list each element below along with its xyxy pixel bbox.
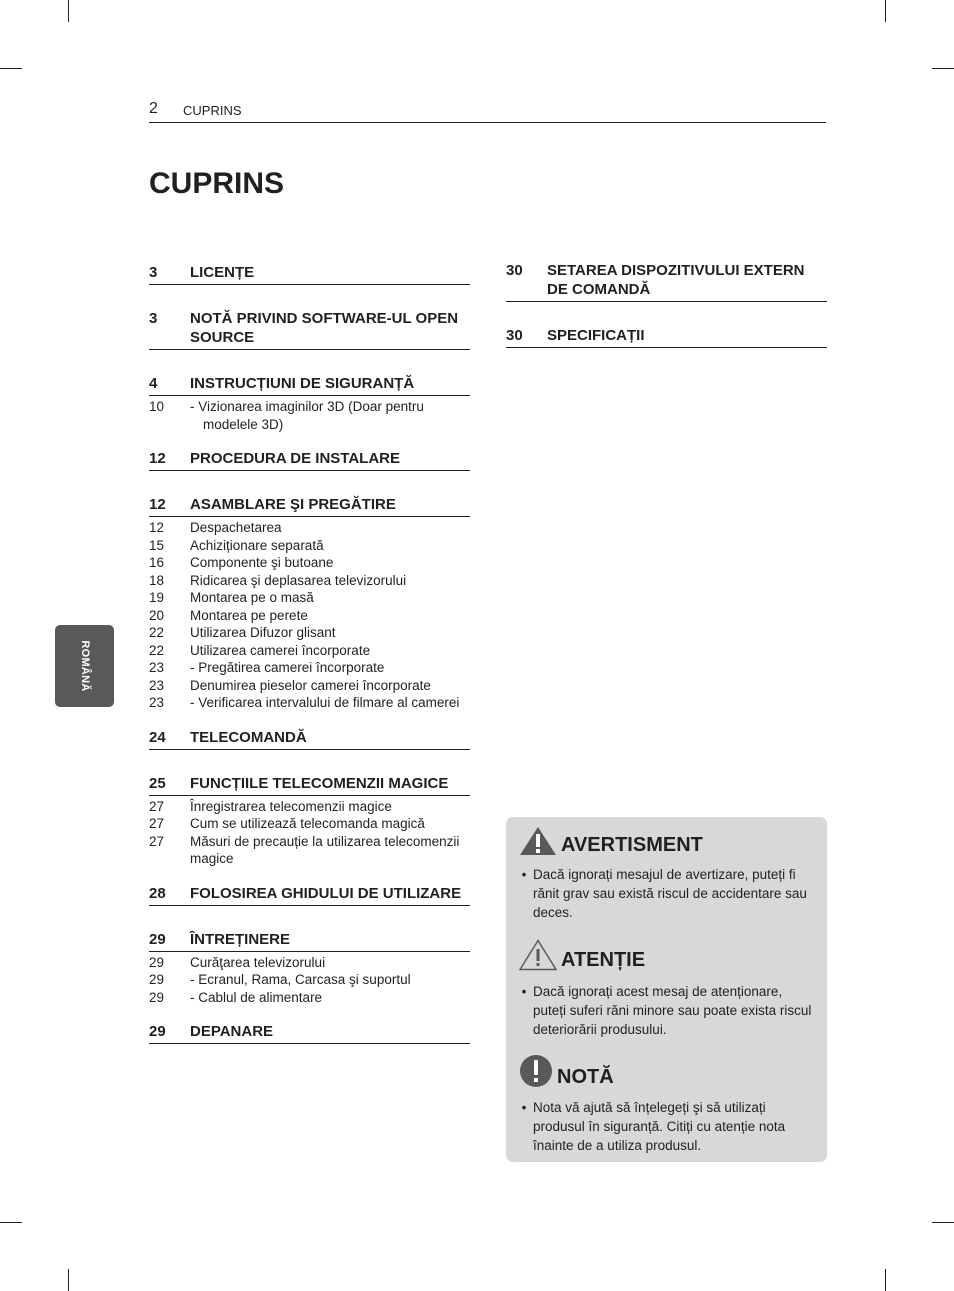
language-tab	[55, 625, 114, 707]
toc-subentry-title	[190, 589, 470, 607]
toc-section	[149, 728, 470, 750]
toc-section-title: SPECIFICAȚII	[547, 327, 645, 344]
page-number: 2	[149, 100, 158, 117]
caution-text: • Dacă ignorați acest mesaj de atenționare, puteți suferi răni minore sau poate exista riscul deteriorării produsului.	[521, 984, 812, 1037]
toc-subentry[interactable]	[149, 798, 470, 816]
toc-section-title: FOLOSIREA GHIDULUI DE UTILIZARE	[190, 884, 462, 902]
toc-page-number: 3	[149, 264, 158, 281]
toc-subentry-text: Ecranul, Rama, Carcasa şi suportul	[198, 972, 411, 987]
crop-mark	[932, 1222, 954, 1223]
warning-text: • Dacă ignorați mesajul de avertizare, puteți fi rănit grav sau există riscul de accidentare sau deces.	[521, 867, 807, 920]
toc-section	[149, 449, 470, 471]
toc-section-heading[interactable]	[149, 1022, 470, 1044]
caution-heading	[519, 939, 645, 971]
toc-subentry[interactable]	[149, 607, 470, 625]
toc-section	[149, 930, 470, 1007]
toc-subentry-page: 27	[149, 833, 165, 849]
toc-section-heading[interactable]	[149, 495, 470, 517]
toc-page-number: 30	[506, 262, 523, 279]
toc-subentry-text: Montarea pe perete	[190, 607, 308, 623]
crop-mark	[885, 0, 886, 22]
toc-subentry[interactable]	[149, 954, 470, 972]
toc-subentry-title: - Verificarea intervalului de filmare al camerei	[190, 695, 460, 710]
toc-subentry[interactable]	[149, 694, 470, 712]
toc-subentry-text: Cablul de alimentare	[198, 989, 323, 1005]
toc-subentry-text: Montarea pe o masă	[190, 590, 314, 605]
toc-page-number: 3	[149, 310, 158, 327]
toc-subentry[interactable]	[149, 815, 470, 833]
toc-subentry-text: Verificarea intervalului de filmare al camerei	[198, 695, 460, 710]
toc-section-heading[interactable]	[149, 728, 470, 750]
toc-subentry[interactable]	[149, 659, 470, 677]
toc-subentry-page: 29	[149, 954, 165, 970]
toc-subentry-page: 29	[149, 972, 165, 987]
toc-subentry[interactable]	[149, 589, 470, 607]
note-exclamation-icon	[519, 1054, 553, 1088]
toc-subentry-title	[190, 815, 470, 833]
toc-subentry-text: Măsuri de precauție la utilizarea telecomenzii magice	[190, 833, 460, 866]
toc-section-heading[interactable]	[149, 309, 470, 350]
toc-subentry-title	[190, 798, 470, 816]
toc-subentry-title	[190, 607, 470, 625]
warning-heading	[519, 826, 703, 856]
toc-subentry[interactable]	[149, 519, 470, 537]
caution-triangle-icon	[519, 939, 557, 971]
crop-mark	[885, 1269, 886, 1291]
toc-section-title: FUNCȚIILE TELECOMENZII MAGICE	[190, 774, 449, 792]
toc-subentry-page: 12	[149, 520, 165, 535]
toc-subentry-page: 27	[149, 798, 165, 814]
toc-subentry-title	[190, 677, 470, 695]
toc-subentry-page: 18	[149, 572, 165, 588]
toc-section-heading[interactable]	[149, 884, 470, 906]
toc-subentry[interactable]	[149, 642, 470, 660]
toc-section-heading[interactable]	[149, 449, 470, 471]
toc-subentry-page: 29	[149, 989, 165, 1005]
toc-subentry[interactable]	[149, 989, 470, 1007]
language-tab-label: ROMÂNĂ	[79, 640, 91, 692]
toc-section	[506, 261, 827, 302]
running-header	[149, 100, 826, 123]
toc-section-heading[interactable]	[506, 261, 827, 302]
toc-subentry-title	[190, 519, 470, 537]
toc-section	[149, 884, 470, 906]
toc-subentry-page: 19	[149, 590, 165, 605]
crop-mark	[68, 0, 69, 22]
toc-subentry[interactable]	[149, 554, 470, 572]
toc-subentry-text: Ridicarea şi deplasarea televizorului	[190, 572, 407, 588]
toc-subentries	[149, 796, 470, 868]
toc-subentry[interactable]	[149, 624, 470, 642]
toc-section	[149, 263, 470, 285]
toc-subentry-text: Vizionarea imaginilor 3D (Doar pentru modelele 3D)	[198, 399, 424, 432]
toc-subentry-title	[190, 833, 470, 868]
toc-subentry-text: Înregistrarea telecomenzii magice	[190, 798, 392, 814]
toc-section-title: SETAREA DISPOZITIVULUI EXTERN DE COMANDĂ	[547, 262, 805, 298]
toc-section-heading[interactable]	[149, 774, 470, 796]
toc-section	[149, 774, 470, 868]
crop-mark	[68, 1269, 69, 1291]
toc-section	[149, 309, 470, 350]
toc-subentry[interactable]	[149, 677, 470, 695]
toc-page-number: 29	[149, 930, 166, 948]
toc-subentry-page: 10	[149, 399, 165, 414]
toc-subentry-title: - Cablul de alimentare	[190, 989, 323, 1005]
toc-subentry-text: Utilizarea camerei încorporate	[190, 642, 371, 658]
toc-page-number: 4	[149, 375, 158, 392]
toc-subentry-page: 23	[149, 695, 165, 710]
toc-subentry-title: - Vizionarea imaginilor 3D (Doar pentru modelele 3D)	[190, 399, 424, 432]
toc-subentry-page: 23	[149, 660, 165, 675]
toc-subentry-title: - Pregătirea camerei încorporate	[190, 660, 385, 675]
toc-subentry-title	[190, 537, 470, 555]
toc-section-heading[interactable]	[149, 930, 470, 952]
caution-label: ATENȚIE	[561, 949, 646, 971]
toc-section	[149, 374, 470, 433]
toc-subentry-title	[190, 572, 470, 590]
toc-section-title: TELECOMANDĂ	[190, 728, 307, 746]
toc-page-number: 29	[149, 1023, 166, 1040]
toc-subentry-page: 27	[149, 816, 165, 831]
toc-subentry-text: Cum se utilizează telecomanda magică	[190, 816, 425, 831]
toc-subentry-title	[190, 954, 470, 972]
header-section-title: CUPRINS	[183, 103, 242, 118]
toc-subentry-text: Despachetarea	[190, 520, 282, 535]
toc-section-title: INSTRUCȚIUNI DE SIGURANȚĂ	[190, 375, 415, 392]
toc-subentry-text: Pregătirea camerei încorporate	[198, 660, 385, 675]
toc-subentries	[149, 517, 470, 712]
toc-page-number: 30	[506, 327, 523, 344]
crop-mark	[0, 68, 22, 69]
toc-section-heading[interactable]	[149, 263, 470, 285]
toc-section	[506, 326, 827, 348]
toc-subentry[interactable]	[149, 537, 470, 555]
toc-page-number: 25	[149, 774, 166, 792]
warning-label: AVERTISMENT	[561, 834, 703, 856]
toc-subentry-title	[190, 642, 470, 660]
toc-subentry-text: Utilizarea Difuzor glisant	[190, 625, 336, 640]
toc-section-title: LICENȚE	[190, 264, 255, 281]
toc-section-title: ÎNTREȚINERE	[190, 930, 291, 948]
toc-subentries	[149, 952, 470, 1007]
toc-subentry-text: Denumirea pieselor camerei încorporate	[190, 677, 431, 693]
toc-subentry[interactable]	[149, 572, 470, 590]
toc-section-title: ASAMBLARE ŞI PREGĂTIRE	[190, 496, 396, 513]
toc-section-title: NOTĂ PRIVIND SOFTWARE-UL OPEN SOURCE	[190, 310, 459, 346]
toc-subentry-page: 23	[149, 677, 165, 693]
page-title: CUPRINS	[149, 167, 285, 200]
toc-section-heading[interactable]	[149, 374, 470, 396]
toc-left-column	[149, 263, 470, 1068]
notes-box	[506, 817, 827, 1162]
toc-subentry-page: 16	[149, 555, 165, 570]
toc-subentry[interactable]	[149, 833, 470, 868]
toc-section-title: PROCEDURA DE INSTALARE	[190, 450, 401, 467]
toc-subentry-page: 20	[149, 607, 165, 623]
toc-page-number: 12	[149, 450, 166, 467]
toc-right-column	[506, 261, 827, 372]
warning-triangle-icon	[519, 826, 557, 856]
note-label: NOTĂ	[557, 1066, 614, 1088]
toc-section	[149, 495, 470, 712]
toc-subentry[interactable]	[149, 971, 470, 989]
toc-page-number: 24	[149, 728, 166, 746]
toc-subentry-title	[190, 554, 470, 572]
toc-subentry-page: 22	[149, 625, 165, 640]
crop-mark	[0, 1222, 22, 1223]
toc-subentry-title: - Ecranul, Rama, Carcasa şi suportul	[190, 972, 411, 987]
note-heading	[519, 1054, 614, 1088]
toc-subentries	[149, 396, 470, 433]
note-text: • Nota vă ajută să înțelegeți şi să utilizați produsul în siguranță. Citiți cu atenție nota înainte de a utiliza produsul.	[521, 1100, 786, 1153]
crop-mark	[932, 68, 954, 69]
toc-subentry-page: 15	[149, 537, 165, 553]
toc-section-heading[interactable]	[506, 326, 827, 348]
toc-page-number: 12	[149, 496, 166, 513]
toc-subentry-text: Componente şi butoane	[190, 555, 334, 570]
toc-page-number: 28	[149, 884, 166, 902]
toc-subentry-title	[190, 624, 470, 642]
toc-subentry-text: Achiziționare separată	[190, 537, 324, 553]
toc-section-title: DEPANARE	[190, 1023, 274, 1040]
toc-section	[149, 1022, 470, 1044]
toc-subentry-text: Curăţarea televizorului	[190, 954, 326, 970]
toc-subentry[interactable]	[149, 398, 470, 433]
toc-subentry-page: 22	[149, 642, 165, 658]
